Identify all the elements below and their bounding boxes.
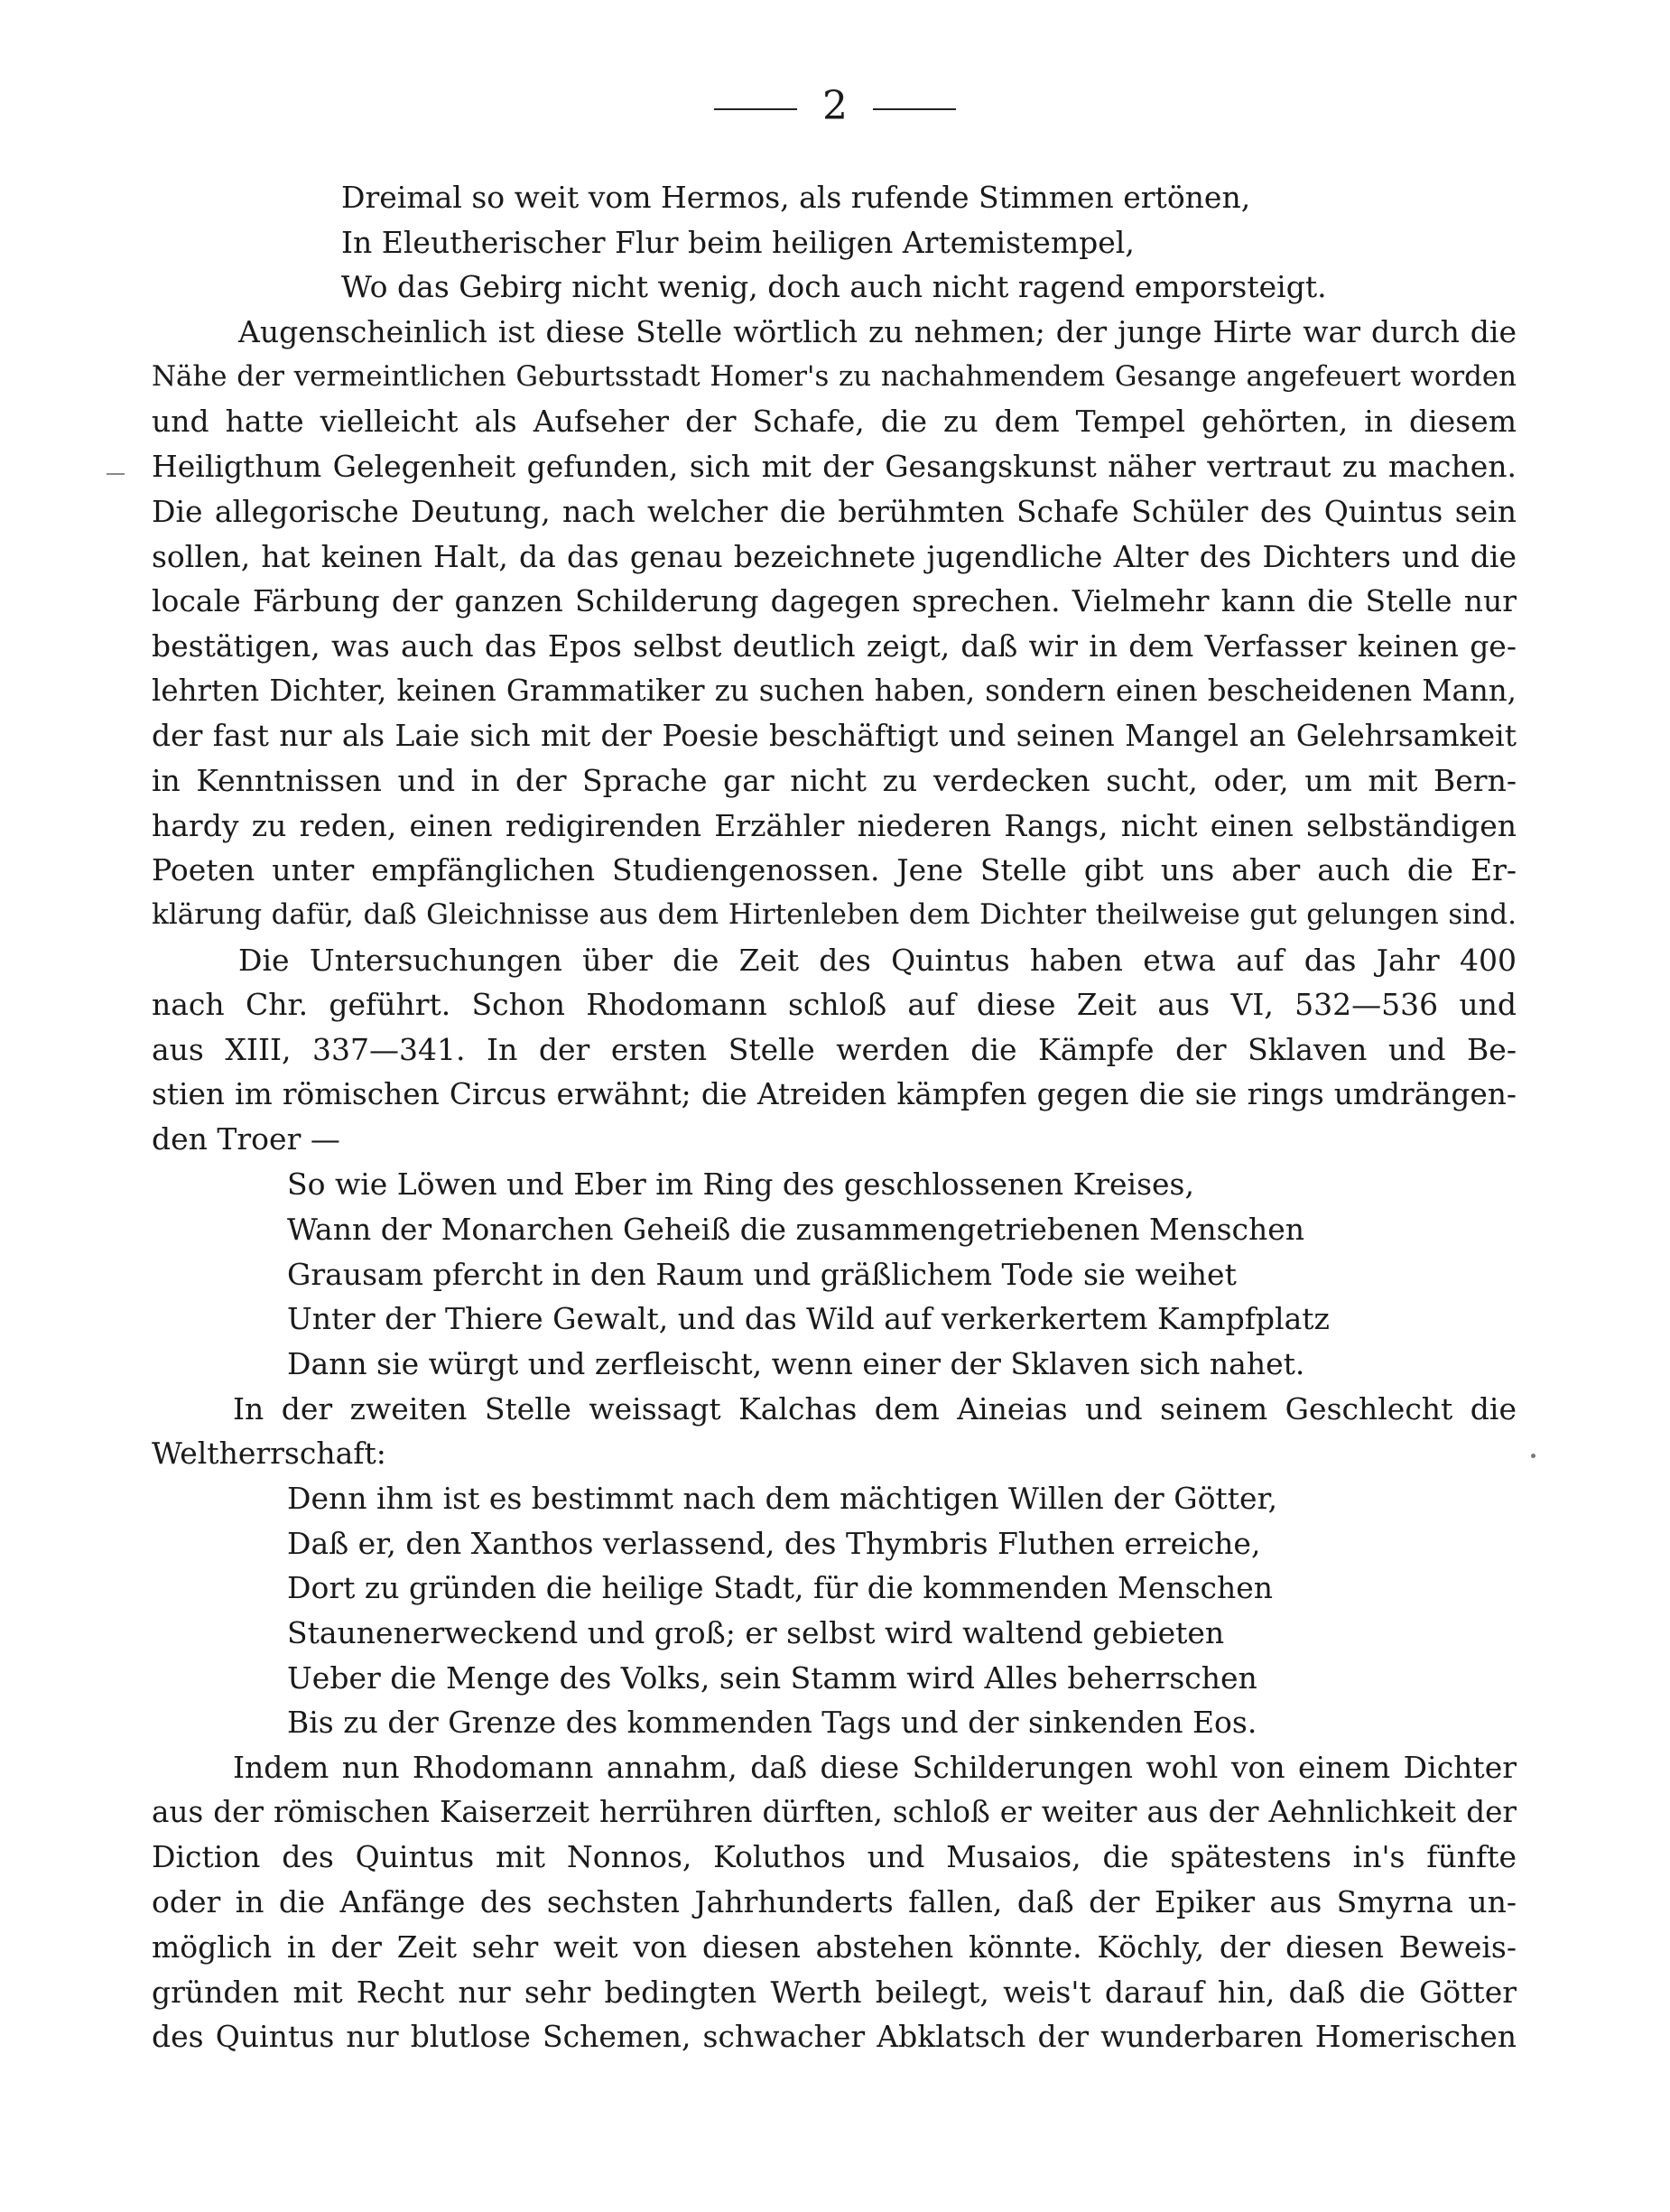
text-line: Nähe der vermeintlichen Geburtsstadt Homer's zu nachahmendem Gesange angefeuert worden [152,359,1517,393]
text-line: Augenscheinlich ist diese Stelle wörtlich zu nehmen; der junge Hirte war durch die [238,314,1517,350]
text-line: Indem nun Rhodomann annahm, daß diese Schilderungen wohl von einem Dichter [233,1750,1517,1786]
page-number: 2 [822,83,848,129]
body-text [152,175,1517,2059]
text-line: Die Untersuchungen über die Zeit des Quintus haben etwa auf das Jahr 400 [238,942,1517,978]
verse-line: So wie Löwen und Eber im Ring des geschlossenen Kreises, [287,1166,1194,1203]
verse-line: Unter der Thiere Gewalt, und das Wild auf verkerkertem Kampfplatz [287,1301,1330,1337]
verse-line: Wo das Gebirg nicht wenig, doch auch nicht ragend emporsteigt. [341,269,1327,305]
text-line: und hatte vielleicht als Aufseher der Schafe, die zu dem Tempel gehörten, in diesem [152,404,1517,440]
text-line: gründen mit Recht nur sehr bedingten Werth beilegt, weis't darauf hin, daß die Götter [152,1974,1517,2010]
text-line: Weltherrschaft: [152,1436,386,1472]
verse-line: Grausam pfercht in den Raum und gräßlichem Tode sie weihet [287,1256,1237,1292]
verse-line: Bis zu der Grenze des kommenden Tags und der sinkenden Eos. [287,1705,1257,1741]
text-line: des Quintus nur blutlose Schemen, schwacher Abklatsch der wunderbaren Homerischen [152,2019,1517,2055]
text-line: Poeten unter empfänglichen Studiengenossen. Jene Stelle gibt uns aber auch die Er- [152,852,1517,888]
verse-line: Dann sie würgt und zerfleischt, wenn einer der Sklaven sich nahet. [287,1345,1305,1381]
verse-line: Ueber die Menge des Volks, sein Stamm wird Alles beherrschen [287,1659,1257,1696]
text-line: klärung dafür, daß Gleichnisse aus dem Hirtenleben dem Dichter theilweise gut gelungen sind. [152,898,1517,931]
text-line: den Troer — [152,1121,340,1157]
text-line: stien im römischen Circus erwähnt; die Atreiden kämpfen gegen die sie rings umdrängen- [152,1076,1517,1111]
text-line: sollen, hat keinen Halt, da das genau bezeichnete jugendliche Alter des Dichters und die [152,538,1517,574]
verse-line: In Eleutherischer Flur beim heiligen Artemistempel, [341,224,1135,260]
text-line: locale Färbung der ganzen Schilderung dagegen sprechen. Vielmehr kann die Stelle nur [152,583,1517,619]
margin-mark [107,473,125,475]
page-header [0,79,1670,134]
verse-line: Denn ihm ist es bestimmt nach dem mächtigen Willen der Götter, [287,1480,1278,1516]
verse-line: Staunenerweckend und groß; er selbst wird waltend gebieten [287,1615,1225,1650]
verse-line: Dreimal so weit vom Hermos, als rufende Stimmen ertönen, [341,180,1251,215]
text-line: bestätigen, was auch das Epos selbst deutlich zeigt, daß wir in dem Verfasser keinen ge- [152,627,1517,664]
text-line: hardy zu reden, einen redigirenden Erzähler niederen Rangs, nicht einen selbständigen [152,807,1517,843]
text-line: oder in die Anfänge des sechsten Jahrhunderts fallen, daß der Epiker aus Smyrna un- [152,1884,1517,1920]
verse-line: Daß er, den Xanthos verlassend, des Thymbris Fluthen erreiche, [287,1525,1261,1561]
text-line: Heiligthum Gelegenheit gefunden, sich mit der Gesangskunst näher vertraut zu machen. [152,449,1517,485]
text-line: aus der römischen Kaiserzeit herrühren dürften, schloß er weiter aus der Aehnlichkeit der [152,1794,1517,1829]
text-line: aus XIII, 337—341. In der ersten Stelle werden die Kämpfe der Sklaven und Be- [152,1032,1517,1068]
text-line: In der zweiten Stelle weissagt Kalchas dem Aineias und seinem Geschlecht die [233,1390,1517,1427]
text-line: der fast nur als Laie sich mit der Poesie beschäftigt und seinen Mangel an Gelehrsamkeit [152,718,1517,754]
text-line: nach Chr. geführt. Schon Rhodomann schloß auf diese Zeit aus VI, 532—536 und [152,987,1517,1023]
text-line: in Kenntnissen und in der Sprache gar nicht zu verdecken sucht, oder, um mit Bern- [152,762,1517,798]
text-line: möglich in der Zeit sehr weit von diesen abstehen könnte. Köchly, der diesen Beweis- [152,1929,1517,1965]
verse-line: Dort zu gründen die heilige Stadt, für die kommenden Menschen [287,1570,1274,1606]
header-rule-left [714,108,797,110]
verse-line: Wann der Monarchen Geheiß die zusammengetriebenen Menschen [287,1211,1305,1247]
text-line: Diction des Quintus mit Nonnos, Koluthos und Musaios, die spätestens in's fünfte [152,1839,1517,1875]
margin-dot [1531,1454,1535,1458]
header-rule-right [873,108,956,110]
text-line: lehrten Dichter, keinen Grammatiker zu suchen haben, sondern einen bescheidenen Mann, [152,673,1517,708]
text-line: Die allegorische Deutung, nach welcher die berühmten Schafe Schüler des Quintus sein [152,493,1517,529]
